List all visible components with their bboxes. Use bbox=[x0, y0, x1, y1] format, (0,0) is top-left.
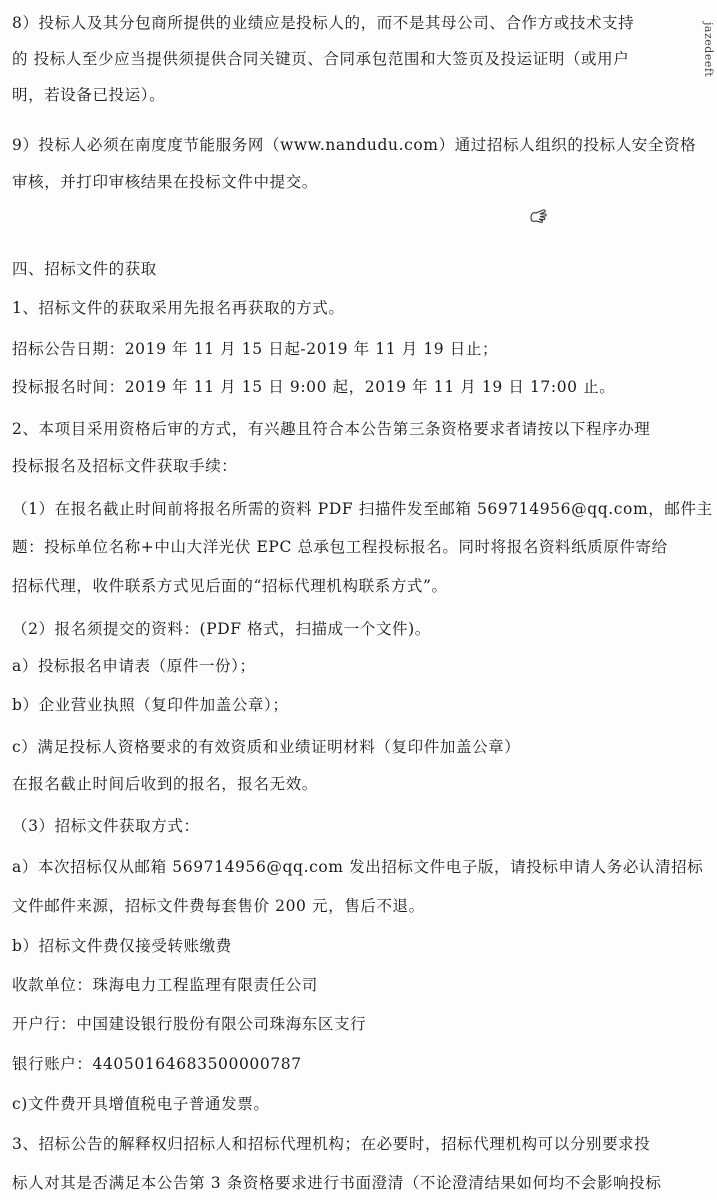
text-line-16: a）投标报名申请表（原件一份）； bbox=[12, 657, 256, 675]
text-line-14: 招标代理，收件联系方式见后面的“招标代理机构联系方式”。 bbox=[12, 577, 448, 595]
text-line-22: 文件邮件来源，招标文件费每套售价 200 元，售后不退。 bbox=[12, 897, 425, 915]
text-line-18: c）满足投标人资格要求的有效资质和业绩证明材料（复印件加盖公章） bbox=[12, 738, 521, 756]
section-heading: 四、招标文件的获取 bbox=[12, 260, 157, 278]
text-line-26: 银行账户：44050164683500000787 bbox=[12, 1055, 302, 1073]
scanner-watermark: jazedeeft bbox=[702, 22, 715, 78]
text-line-13: 题：投标单位名称+中山大洋光伏 EPC 总承包工程投标报名。同时将报名资料纸质原件寄给 bbox=[12, 538, 668, 556]
text-line-23: b）招标文件费仅接受转账缴费 bbox=[12, 937, 232, 955]
text-line-28: 3、招标公告的解释权归招标人和招标代理机构；在必要时，招标代理机构可以分别要求投 bbox=[12, 1135, 651, 1153]
text-line-25: 开户行：中国建设银行股份有限公司珠海东区支行 bbox=[12, 1015, 367, 1033]
text-line-4: 9）投标人必须在南度度节能服务网（www.nandudu.com）通过招标人组织的投标人安全资格 bbox=[12, 136, 697, 154]
text-line-9: 投标报名时间：2019 年 11 月 15 日 9:00 起，2019 年 11 月 19 日 17:00 止。 bbox=[12, 378, 616, 396]
text-line-7: 1、招标文件的获取采用先报名再获取的方式。 bbox=[12, 299, 345, 317]
text-line-29: 标人对其是否满足本公告第 3 条资格要求进行书面澄清（不论澄清结果如何均不会影响投标 bbox=[12, 1174, 662, 1192]
text-line-5: 审核，并打印审核结果在投标文件中提交。 bbox=[12, 173, 318, 191]
text-line-11: 投标报名及招标文件获取手续： bbox=[12, 457, 238, 475]
text-line-19: 在报名截止时间后收到的报名，报名无效。 bbox=[12, 775, 318, 793]
text-line-27: c)文件费开具增值税电子普通发票。 bbox=[12, 1095, 270, 1113]
text-line-3: 明，若设备已投运）。 bbox=[12, 86, 166, 104]
text-line-15: （2）报名须提交的资料：(PDF 格式，扫描成一个文件)。 bbox=[12, 620, 431, 638]
text-line-24: 收款单位：珠海电力工程监理有限责任公司 bbox=[12, 976, 318, 994]
text-line-10: 2、本项目采用资格后审的方式，有兴趣且符合本公告第三条资格要求者请按以下程序办理 bbox=[12, 420, 651, 438]
text-line-12: （1）在报名截止时间前将报名所需的资料 PDF 扫描件发至邮箱 569714956@qq.com，邮件主 bbox=[12, 500, 713, 518]
text-line-2: 的 投标人至少应当提供须提供合同关键页、合同承包范围和大签页及投运证明（或用户 bbox=[12, 50, 630, 68]
text-line-21: a）本次招标仅从邮箱 569714956@qq.com 发出招标文件电子版，请投标申请人务必认清招标 bbox=[12, 858, 704, 876]
text-line-1: 8）投标人及其分包商所提供的业绩应是投标人的，而不是其母公司、合作方或技术支持 bbox=[12, 14, 635, 32]
hand-cursor-icon bbox=[527, 206, 549, 228]
text-line-20: （3）招标文件获取方式： bbox=[12, 817, 200, 835]
text-line-17: b）企业营业执照（复印件加盖公章）； bbox=[12, 696, 289, 714]
text-line-8: 招标公告日期：2019 年 11 月 15 日起-2019 年 11 月 19 日止； bbox=[12, 340, 499, 358]
